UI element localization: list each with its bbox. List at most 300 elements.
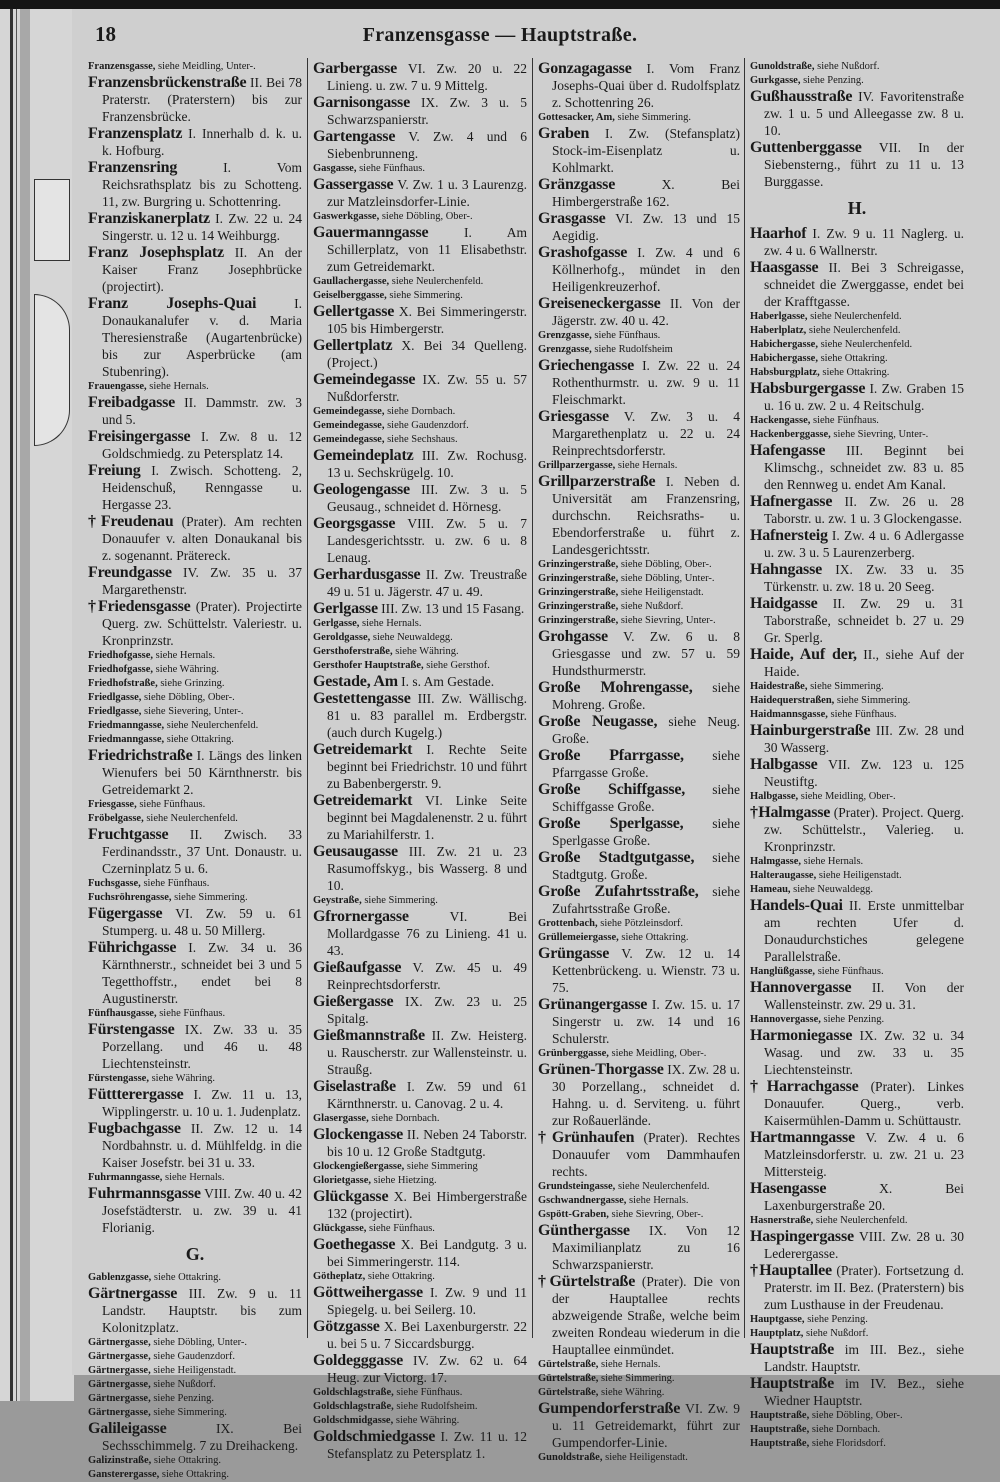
cross-reference-entry: [750, 414, 964, 428]
street-description: siehe Nußdorf.: [153, 1379, 216, 1390]
street-name: Gärtnergasse,: [88, 1393, 151, 1404]
cross-reference-entry: [750, 965, 964, 979]
street-description: siehe Simmering.: [174, 892, 248, 903]
street-description: VI. Bei Mollardgasse 76 zu Linieng. 41 u. 43.: [327, 909, 527, 958]
street-entry: [313, 1318, 527, 1352]
street-description: (Prater). Die von der Hauptallee rechts abzweigende Straße, welche beim zweiten Rondeau wiederum in die Hauptallee einmündet.: [552, 1274, 741, 1357]
cross-reference-entry: [750, 680, 964, 694]
street-description: siehe Ottakring.: [822, 367, 890, 378]
cross-reference-entry: [750, 790, 964, 804]
street-description: I. Zwisch. Schotteng. 2, Heidenschuß, Renngasse u. Hergasse 23.: [102, 463, 303, 512]
cross-reference-entry: [750, 855, 964, 869]
cross-reference-entry: [538, 586, 740, 600]
street-name: Galileigasse: [88, 1420, 167, 1437]
cross-reference-entry: [750, 883, 964, 897]
street-description: VII. In der Siebensterng., führt zu 11 u. 13 Burggasse.: [764, 140, 964, 189]
street-entry: [538, 473, 740, 558]
cross-reference-entry: [750, 324, 964, 338]
street-name: Grasgasse: [538, 210, 606, 227]
street-description: siehe Hernals.: [362, 618, 422, 629]
street-description: IX. Bei Sechsschimmelg. 7 zu Dreihackeng.: [102, 1421, 302, 1453]
cross-reference-entry: [313, 1270, 527, 1284]
street-description: IX. Zw. 28 u. 30 Porzellang., schneidet d. Hahng. u. d. Serviteng. u. führt zur Roßauerlände.: [552, 1062, 740, 1128]
street-name: Gestettengasse: [313, 690, 411, 707]
street-entry: [538, 60, 740, 111]
street-entry: [88, 1120, 302, 1171]
street-entry: [313, 60, 527, 94]
street-name: Fuchsgasse,: [88, 878, 141, 889]
street-description: siehe Meidling, Ober-.: [800, 791, 896, 802]
column-rule: [307, 58, 308, 1338]
street-entry: [88, 747, 302, 798]
street-name: Hameau,: [750, 884, 791, 895]
cross-reference-entry: [313, 433, 527, 447]
street-entry: [313, 792, 527, 843]
street-entry: [750, 897, 964, 965]
cross-reference-entry: [538, 614, 740, 628]
street-description: siehe Penzing.: [153, 1393, 214, 1404]
street-entry: [538, 996, 740, 1047]
street-name: Götheplatz,: [313, 1271, 366, 1282]
street-name: Glockengasse: [313, 1126, 404, 1143]
street-name: Geiselberggasse,: [313, 290, 387, 301]
street-entry: [750, 1341, 964, 1375]
street-name: Hahngasse: [750, 561, 822, 578]
street-name: Haarhof: [750, 225, 807, 242]
street-description: siehe Dornbach.: [387, 406, 456, 417]
street-name: Gürtelstraße: [549, 1273, 636, 1290]
street-entry: [538, 849, 740, 883]
street-name: Grenzgasse,: [538, 330, 592, 341]
street-entry: [538, 1273, 740, 1358]
street-description: siehe Döbling, Ober-.: [811, 1410, 903, 1421]
cross-reference-entry: [538, 558, 740, 572]
street-name: Grünberggasse,: [538, 1048, 609, 1059]
street-entry: [88, 826, 302, 877]
street-name: Gschwandnergasse,: [538, 1195, 627, 1206]
street-entry: [750, 88, 964, 139]
street-name: Gürtelstraße,: [538, 1373, 599, 1384]
street-entry: [313, 1236, 527, 1270]
street-description: siehe Hernals.: [149, 381, 209, 392]
street-description: siehe Neulerchenfeld.: [617, 1181, 710, 1192]
cross-reference-entry: [538, 600, 740, 614]
street-name: Harmoniegasse: [750, 1027, 853, 1044]
street-description: siehe Fünfhaus.: [359, 163, 426, 174]
street-description: (Prater). Projectirte Querg. zw. Schüttelstr. Valeriestr. u. Kronprinzstr.: [102, 599, 303, 648]
street-description: siehe Hernals.: [617, 460, 678, 471]
street-entry: [750, 1078, 964, 1129]
cross-reference-entry: [313, 645, 527, 659]
street-description: I. Zw. 8 u. 12 Goldschmiedg. zu Petersplatz 14.: [102, 429, 303, 461]
street-name: Fünfhausgasse,: [88, 1008, 157, 1019]
street-name: Große Neugasse,: [538, 713, 658, 730]
street-description: siehe Nußdorf.: [620, 601, 684, 612]
street-description: II. Zw. Treustraße 49 u. 51 u. Jägerstr. 47 u. 49.: [327, 567, 527, 599]
street-name: Große Stadtgutgasse,: [538, 849, 695, 866]
street-name: Gärtnergasse,: [88, 1407, 151, 1418]
street-entry: [750, 259, 964, 310]
street-name: Haberlplatz,: [750, 325, 807, 336]
street-name: Fürstengasse: [88, 1021, 175, 1038]
cross-reference-entry: [313, 894, 527, 908]
street-description: (Prater). Am rechten Donauufer v. alten Donaukanal bis z. sogenannt. Prätereck.: [102, 514, 303, 563]
cross-reference-entry: [88, 1336, 302, 1350]
street-name: Gußhausstraße: [750, 88, 853, 105]
street-name: Franz Josephsplatz: [88, 244, 224, 261]
street-description: siehe Döbling, Ober-.: [620, 559, 712, 570]
cross-reference-entry: [750, 1423, 964, 1437]
street-entry: [313, 566, 527, 600]
street-entry: [88, 1185, 302, 1236]
street-name: Friedmanngasse,: [88, 720, 165, 731]
cross-reference-entry: [750, 869, 964, 883]
street-name: Franzensbrückenstraße: [88, 74, 247, 91]
street-description: siehe Neulerchenfeld.: [808, 325, 901, 336]
street-name: Glorietgasse,: [313, 1175, 372, 1186]
street-name: Gärtnergasse,: [88, 1351, 151, 1362]
street-name: Grohgasse: [538, 628, 608, 645]
column-4: [750, 60, 964, 1451]
street-name: Fürstengasse,: [88, 1073, 149, 1084]
street-name: Halmgasse,: [750, 856, 802, 867]
street-name: Gumpendorferstraße: [538, 1400, 681, 1417]
border-rule: [16, 9, 17, 1401]
street-description: VI. Zw. 13 und 15 Aegidig.: [552, 211, 740, 243]
street-entry: [88, 1285, 302, 1336]
street-description: I. Zw. 34 u. 36 Kärnthnerstr., schneidet bei 3 und 5 Tegetthoffstr., endet bei 8 Augustinerstr.: [102, 940, 302, 1006]
cross-reference-entry: [538, 1208, 740, 1222]
column-1: [88, 60, 302, 1482]
street-name: Gränzgasse: [538, 176, 616, 193]
street-description: I. Zw. 59 und 61 Kärnthnerstr. u. Canovag. 2 u. 4.: [327, 1079, 527, 1111]
cross-reference-entry: [750, 694, 964, 708]
street-name: Harrachgasse: [766, 1078, 859, 1095]
street-name: Geystraße,: [313, 895, 362, 906]
street-description: siehe Döbling, Unter-.: [620, 573, 715, 584]
street-description: siehe Floridsdorf.: [811, 1438, 886, 1449]
street-name: Hauptstraße,: [750, 1424, 810, 1435]
street-description: II. Dammstr. zw. 3 und 5.: [102, 395, 302, 427]
street-name: Hasengasse: [750, 1180, 827, 1197]
street-description: siehe Simmering.: [389, 290, 463, 301]
street-description: siehe Neulerchenfeld.: [166, 720, 259, 731]
street-entry: [750, 380, 964, 414]
street-description: II. Von der Wallensteinstr. zw. 29 u. 31.: [764, 980, 965, 1012]
street-name: Führichgasse: [88, 939, 177, 956]
street-name: Hanglüßgasse,: [750, 966, 816, 977]
street-name: Haspingergasse: [750, 1228, 854, 1245]
street-name: Gärtnergasse,: [88, 1379, 151, 1390]
street-description: siehe Simmering.: [810, 681, 884, 692]
street-description: siehe Grinzing.: [160, 678, 225, 689]
street-name: Hackenberggasse,: [750, 429, 831, 440]
street-name: Hannovergasse,: [750, 1014, 821, 1025]
street-name: Große Schiffgasse,: [538, 781, 686, 798]
street-description: X. Bei 34 Quelleng. (Project.): [327, 338, 528, 370]
street-name: Hauptgasse,: [750, 1314, 805, 1325]
street-name: Gottesacker, Am,: [538, 112, 615, 123]
column-rule: [532, 58, 533, 1338]
street-name: Gunoldstraße,: [538, 1452, 603, 1463]
street-name: Gunoldstraße,: [750, 61, 815, 72]
street-description: I. Am Schillerplatz, von 11 Elisabethstr. zum Getreidemarkt.: [327, 225, 527, 274]
street-description: im IV. Bez., siehe Wiedner Hauptstr.: [764, 1376, 965, 1408]
street-name: Geusaugasse: [313, 843, 398, 860]
cross-reference-entry: [313, 275, 527, 289]
street-name: Glückgasse: [313, 1188, 389, 1205]
street-description: V. Zw. 4 u. 6 Matzleinsdorferstr. u. zw. 21 u. 23 Mittersteig.: [764, 1130, 964, 1179]
street-entry: [313, 371, 527, 405]
street-description: siehe Währing.: [151, 1073, 215, 1084]
street-description: siehe Döbling, Unter-.: [153, 1337, 248, 1348]
street-entry: [538, 210, 740, 244]
street-name: Hackengasse,: [750, 415, 811, 426]
cross-reference-entry: [88, 733, 302, 747]
cross-reference-entry: [538, 1386, 740, 1400]
street-entry: [750, 804, 964, 855]
street-name: Haberlgasse,: [750, 311, 808, 322]
street-name: Hasnerstraße,: [750, 1215, 814, 1226]
street-entry: [538, 945, 740, 996]
street-description: siehe Döbling, Ober-.: [381, 211, 473, 222]
street-description: siehe Hernals.: [629, 1195, 689, 1206]
cross-reference-entry: [313, 162, 527, 176]
street-description: siehe Simmering: [406, 1161, 478, 1172]
cross-reference-entry: [313, 631, 527, 645]
street-entry: [750, 756, 964, 790]
street-name: Getreidemarkt: [313, 741, 413, 758]
street-name: Fügergasse: [88, 905, 163, 922]
street-name: Füttterergasse: [88, 1086, 184, 1103]
street-entry: [750, 527, 964, 561]
street-entry: [313, 741, 527, 792]
cross-reference-entry: [313, 405, 527, 419]
street-name: Gärtnergasse,: [88, 1337, 151, 1348]
street-entry: [750, 139, 964, 190]
running-head: Franzensgasse — Hauptstraße.: [362, 24, 638, 46]
street-entry: [313, 447, 527, 481]
street-entry: [313, 1352, 527, 1386]
street-description: siehe Währing.: [395, 646, 459, 657]
street-entry: [313, 993, 527, 1027]
street-description: III. Zw. 13 und 15 Fasang.: [381, 601, 525, 616]
street-description: siehe Neug. Große.: [552, 714, 741, 746]
street-name: Gurkgasse,: [750, 75, 801, 86]
street-description: siehe Fünfhaus.: [830, 709, 897, 720]
street-name: Grinzingerstraße,: [538, 559, 619, 570]
street-description: siehe Pfarrgasse Große.: [552, 748, 740, 780]
street-name: Gärtnergasse: [88, 1285, 178, 1302]
street-name: Gemeindegasse,: [313, 420, 385, 431]
cross-reference-entry: [750, 1327, 964, 1341]
street-name: Gansterergasse,: [88, 1469, 160, 1480]
cross-reference-entry: [750, 74, 964, 88]
street-name: Hafengasse: [750, 442, 826, 459]
street-description: siehe Ottakring.: [621, 932, 689, 943]
street-name: Götzgasse: [313, 1318, 380, 1335]
cross-reference-entry: [538, 572, 740, 586]
street-name: Goldschlagstraße,: [313, 1401, 394, 1412]
cross-reference-entry: [88, 719, 302, 733]
cross-reference-entry: [88, 877, 302, 891]
cross-reference-entry: [750, 310, 964, 324]
street-name: Freiung: [88, 462, 141, 479]
street-name: Hauptplatz,: [750, 1328, 804, 1339]
street-name: Gassergasse: [313, 176, 394, 193]
street-entry: [538, 1129, 740, 1180]
street-description: siehe Neuwaldegg.: [372, 632, 453, 643]
street-description: siehe Neulerchenfeld.: [391, 276, 484, 287]
street-entry: [88, 74, 302, 125]
cross-reference-entry: [750, 60, 964, 74]
street-entry: [88, 295, 302, 380]
street-description: V. Zw. 4 und 6 Siebenbrunneng.: [327, 129, 527, 161]
cross-reference-entry: [88, 1364, 302, 1378]
street-description: II. Zwisch. 33 Ferdinandsstr., 37 Unt. Donaustr. u. Czerninplatz 5 u. 6.: [102, 827, 303, 876]
cross-reference-entry: [313, 210, 527, 224]
street-description: siehe Simmering.: [601, 1373, 675, 1384]
cross-reference-entry: [313, 1222, 527, 1236]
column-3: [538, 60, 740, 1465]
street-entry: [88, 1086, 302, 1120]
cross-reference-entry: [538, 111, 740, 125]
street-name: Grünhaufen: [551, 1129, 635, 1146]
street-entry: [538, 713, 740, 747]
street-name: Große Zufahrtsstraße,: [538, 883, 699, 900]
street-name: Garbergasse: [313, 60, 398, 77]
dagger-icon: †: [88, 598, 99, 615]
street-entry: [88, 125, 302, 159]
dagger-icon: †: [750, 1262, 760, 1279]
street-name: Hannovergasse: [750, 979, 852, 996]
section-letter-heading: H.: [847, 198, 867, 218]
street-entry: [750, 722, 964, 756]
street-description: III. Zw. 28 und 30 Wasserg.: [764, 723, 965, 755]
street-name: Garnisongasse: [313, 94, 410, 111]
street-name: Goldschmidgasse,: [313, 1415, 394, 1426]
street-description: VI. Linke Seite beginnt bei Magdalenenstr. 2 u. führt zu Mariahilferstr. 1.: [327, 793, 527, 842]
street-name: Hafnersteig: [750, 527, 828, 544]
street-entry: [88, 564, 302, 598]
street-entry: [538, 408, 740, 459]
street-name: Halmgasse: [758, 804, 831, 821]
street-entry: [750, 1262, 964, 1313]
street-entry: [88, 598, 302, 649]
street-description: siehe Rudolfsheim.: [396, 1401, 478, 1412]
street-description: siehe Simmering.: [364, 895, 438, 906]
street-entry: [538, 815, 740, 849]
street-entry: [313, 176, 527, 210]
street-entry: [313, 128, 527, 162]
street-name: Haasgasse: [750, 259, 819, 276]
street-description: siehe Neulerchenfeld.: [810, 311, 902, 322]
cross-reference-entry: [750, 1409, 964, 1423]
street-name: Grottenbach,: [538, 918, 598, 929]
cross-reference-entry: [750, 1437, 964, 1451]
street-name: Gerlgasse: [313, 600, 378, 617]
street-name: Franz Josephs-Quai: [88, 295, 257, 312]
street-entry: [313, 673, 527, 690]
street-name: Friedhofgasse,: [88, 664, 154, 675]
street-name: Goldschlagstraße,: [313, 1387, 394, 1398]
street-description: I. s. Am Gestade.: [401, 674, 495, 689]
cross-reference-entry: [538, 917, 740, 931]
street-description: IX. Zw. 32 u. 34 Wasag. und zw. 33 u. 35 Liechtensteinstr.: [764, 1028, 964, 1077]
scan-top-edge: [0, 0, 1000, 9]
street-description: I. Zw. 9 u. 11 Naglerg. u. zw. 4 u. 6 Wallnerstr.: [764, 226, 964, 258]
street-name: Glasergasse,: [313, 1113, 369, 1124]
street-description: VI. Zw. 20 u. 22 Linieng. u. zw. 7 u. 9 Mittelg.: [327, 61, 528, 93]
street-description: I. Zw. (Stefansplatz) Stock-im-Eisenplatz u. Kohlmarkt.: [552, 126, 740, 175]
street-name: Fröbelgasse,: [88, 813, 144, 824]
street-description: siehe Heiligenstadt.: [153, 1365, 237, 1376]
cross-reference-entry: [750, 338, 964, 352]
street-entry: [313, 908, 527, 959]
street-entry: [313, 337, 527, 371]
cross-reference-entry: [88, 1406, 302, 1420]
street-description: IX. Zw. 33 u. 35 Porzellang. und 46 u. 48 Liechtensteinstr.: [102, 1022, 302, 1071]
street-entry: [750, 1180, 964, 1214]
street-description: siehe Pötzleinsdorf.: [600, 918, 684, 929]
street-name: Habichergasse,: [750, 353, 818, 364]
cross-reference-entry: [88, 1007, 302, 1021]
street-description: II. Bei 3 Schreigasse, schneidet die Zwerggasse, endet bei der Krafftgasse.: [764, 260, 965, 309]
dagger-icon: †: [88, 513, 101, 530]
street-description: siehe Währing.: [601, 1387, 665, 1398]
street-entry: [750, 1129, 964, 1180]
street-entry: [538, 679, 740, 713]
street-description: siehe Hernals.: [803, 856, 864, 867]
street-name: Geroldgasse,: [313, 632, 371, 643]
street-description: IX. Von 12 Maximilianplatz zu 16 Schwarzspanierstr.: [552, 1223, 741, 1272]
street-entry: [313, 481, 527, 515]
street-entry: [313, 1027, 527, 1078]
street-name: Gasgasse,: [313, 163, 357, 174]
street-name: Habichergasse,: [750, 339, 818, 350]
street-description: siehe Gaudenzdorf.: [387, 420, 469, 431]
street-description: VIII. Zw. 40 u. 42 Josefstädterstr. u. zw. 39 u. 41 Florianig.: [102, 1186, 302, 1235]
street-description: siehe Währing.: [395, 1415, 460, 1426]
cross-reference-entry: [750, 1013, 964, 1027]
street-name: Handels-Quai: [750, 897, 843, 914]
street-name: Haidgasse: [750, 595, 818, 612]
street-name: Hauptstraße,: [750, 1438, 810, 1449]
street-name: Geologengasse: [313, 481, 410, 498]
cross-reference-entry: [538, 1358, 740, 1372]
street-description: II. Von der Jägerstr. zw. 40 u. 42.: [552, 296, 741, 328]
street-description: siehe Währing.: [155, 664, 220, 675]
street-name: Freundgasse: [88, 564, 172, 581]
cross-reference-entry: [88, 649, 302, 663]
street-name: Gießmannstraße: [313, 1027, 425, 1044]
street-name: Gaullachergasse,: [313, 276, 390, 287]
street-name: Haidmannsgasse,: [750, 709, 828, 720]
street-description: I. Zw. 4 u. 6 Adlergasse u. zw. 3 u. 5 Laurenzerberg.: [764, 528, 965, 560]
street-entry: [313, 1428, 527, 1462]
street-name: Grinzingerstraße,: [538, 573, 619, 584]
street-name: Halbgasse,: [750, 791, 799, 802]
street-description: IX. Zw. 33 u. 35 Türkenstr. u. zw. 18 u. 20 Seeg.: [764, 562, 964, 594]
page-number: 18: [95, 22, 116, 46]
street-entry: [538, 781, 740, 815]
street-description: I. Längs des linken Wienufers bei 50 Kärnthnerstr. bis Getreidemarkt 2.: [102, 748, 302, 797]
street-name: Graben: [538, 125, 590, 142]
street-entry: [750, 646, 964, 680]
street-description: III. Zw. Wällischg. 81 u. 83 parallel m. Erdbergstr. (auch durch Kugelg.): [327, 691, 527, 740]
street-entry: [88, 513, 302, 564]
street-description: IX. Zw. 3 u. 5 Schwarzspanierstr.: [327, 95, 527, 127]
